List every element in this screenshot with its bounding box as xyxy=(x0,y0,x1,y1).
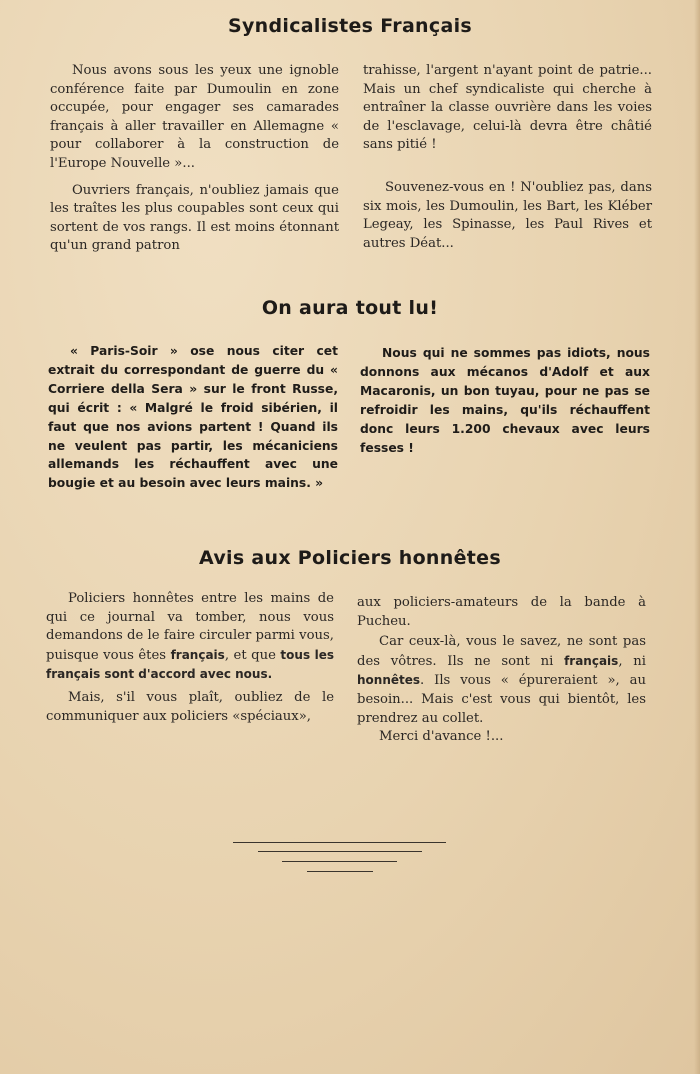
heading-syndicalistes: Syndicalistes Français xyxy=(227,15,472,37)
policiers-right-column xyxy=(357,594,646,747)
policiers-paragraph-4 xyxy=(357,633,646,728)
francais-emphasis-2: français xyxy=(564,653,619,668)
policiers-paragraph-2: Mais, s'il vous plaît, oubliez de le communiquer aux policiers «spéciaux», xyxy=(46,689,334,724)
policiers-paragraph-5: Merci d'avance !... xyxy=(379,729,504,745)
syndicalistes-paragraph-1: Nous avons sous les yeux une ignoble conférence faite par Dumoulin en zone occupée, pour engager ses camarades français à aller travailler en Allemagne « pour collaborer à la construction de l'Europe Nouvelle »... xyxy=(50,63,339,171)
heading-on-aura-tout-lu: On aura tout lu! xyxy=(261,297,439,319)
page-edge-shadow xyxy=(694,0,700,1074)
paris-soir-paragraph: « Paris-Soir » ose nous citer cet extrait du correspondant de guerre du « Corriere della Sera » sur le front Russe, qui écrit : « Malgré le froid sibérien, il faut que nos avions partent ! Quand ils ne veulent pas partir, les mécaniciens allemands les réchauffent avec une bougie et au besoin avec leurs mains. » xyxy=(48,344,338,491)
syndicalistes-paragraph-3: trahisse, l'argent n'ayant point de patrie... Mais un chef syndicaliste qui cherche à entraîner la classe ouvrière dans les voies de l'esclavage, celui-là devra être châtié sans pitié ! xyxy=(363,63,652,153)
mecanos-paragraph: Nous qui ne sommes pas idiots, nous donnons aux mécanos d'Adolf et aux Macaronis, un bon tuyau, pour ne pas se refroidir les mains, qu'ils réchauffent donc leurs 1.200 chevaux avec leurs fesses ! xyxy=(360,346,650,455)
closing-rule-3 xyxy=(282,861,397,862)
accord-emphasis: tous les français sont d'accord avec nous. xyxy=(46,647,334,682)
closing-rule-2 xyxy=(258,851,422,852)
policiers-text-5: . Ils vous « épureraient », au besoin... Mais c'est vous qui bientôt, les prendrez au collet. xyxy=(357,673,646,726)
policiers-paragraph-3: aux policiers-amateurs de la bande à Pucheu. xyxy=(357,595,646,629)
syndicalistes-left-column xyxy=(50,62,339,256)
heading-avis-policiers: Avis aux Policiers honnêtes xyxy=(199,547,501,569)
closing-rule-4 xyxy=(307,871,373,872)
syndicalistes-paragraph-2: Ouvriers français, n'oubliez jamais que les traîtes les plus coupables sont ceux qui sortent de vos rangs. Il est moins étonnant qu'un grand patron xyxy=(50,182,339,254)
policiers-text-2: , et que xyxy=(224,647,281,663)
closing-rule-1 xyxy=(233,842,446,843)
honnetes-emphasis: honnêtes xyxy=(357,673,421,688)
mecanos-column xyxy=(360,344,650,457)
syndicalistes-paragraph-4: Souvenez-vous en ! N'oubliez pas, dans six mois, les Dumoulin, les Bart, les Kléber Legeay, les Spinasse, les Paul Rives et autres Déat... xyxy=(363,179,652,251)
syndicalistes-right-column xyxy=(363,62,652,253)
francais-emphasis: français xyxy=(170,647,225,662)
paris-soir-column xyxy=(48,342,338,493)
policiers-text-3: Car ceux-là, vous le savez, ne sont pas des vôtres. Ils ne sont ni xyxy=(357,634,646,669)
policiers-text-1: Policiers honnêtes entre les mains de qui ce journal va tomber, nous vous demandons de le faire circuler parmi vous, puisque vous êtes xyxy=(46,591,334,663)
policiers-paragraph-1 xyxy=(46,590,334,685)
policiers-left-column xyxy=(46,590,334,726)
policiers-text-4: , ni xyxy=(618,653,646,669)
